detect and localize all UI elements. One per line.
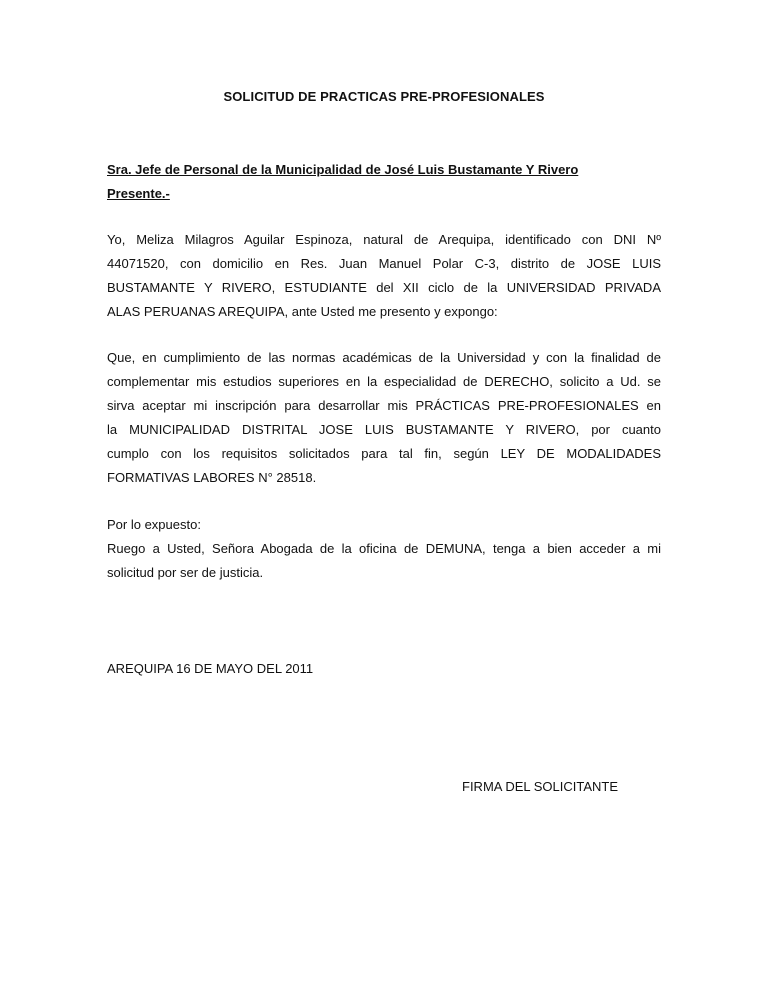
paragraph-line: Ruego a Usted, Señora Abogada de la oficina de DEMUNA, tenga a bien acceder a mi (107, 541, 661, 556)
paragraph-line: sirva aceptar mi inscripción para desarrollar mis PRÁCTICAS PRE-PROFESIONALES en (107, 398, 661, 413)
paragraph-introduction (107, 228, 661, 324)
paragraph-line: cumplo con los requisitos solicitados para tal fin, según LEY DE MODALIDADES (107, 446, 661, 461)
paragraph-line: 44071520, con domicilio en Res. Juan Manuel Polar C-3, distrito de JOSE LUIS (107, 256, 661, 271)
addressee-line: Sra. Jefe de Personal de la Municipalidad de José Luis Bustamante Y Rivero (107, 162, 579, 177)
paragraph-closing (107, 513, 661, 585)
paragraph-line: Por lo expuesto: (107, 517, 201, 532)
addressee-block (107, 158, 667, 206)
paragraph-line: la MUNICIPALIDAD DISTRITAL JOSE LUIS BUSTAMANTE Y RIVERO, por cuanto (107, 422, 661, 437)
date-line: AREQUIPA 16 DE MAYO DEL 2011 (107, 661, 314, 676)
presente-line: Presente.- (107, 186, 170, 201)
document-title: SOLICITUD DE PRACTICAS PRE-PROFESIONALES (223, 89, 545, 104)
signature-label: FIRMA DEL SOLICITANTE (462, 779, 619, 794)
paragraph-line: complementar mis estudios superiores en la especialidad de DERECHO, solicito a Ud. se (107, 374, 661, 389)
paragraph-line: BUSTAMANTE Y RIVERO, ESTUDIANTE del XII ciclo de la UNIVERSIDAD PRIVADA (107, 280, 661, 295)
paragraph-line: FORMATIVAS LABORES N° 28518. (107, 470, 317, 485)
paragraph-request (107, 346, 661, 490)
paragraph-line: solicitud por ser de justicia. (107, 565, 264, 580)
paragraph-line: Yo, Meliza Milagros Aguilar Espinoza, natural de Arequipa, identificado con DNI Nº (107, 232, 661, 247)
paragraph-line: ALAS PERUANAS AREQUIPA, ante Usted me presento y expongo: (107, 304, 498, 319)
paragraph-line: Que, en cumplimiento de las normas académicas de la Universidad y con la finalidad de (107, 350, 661, 365)
